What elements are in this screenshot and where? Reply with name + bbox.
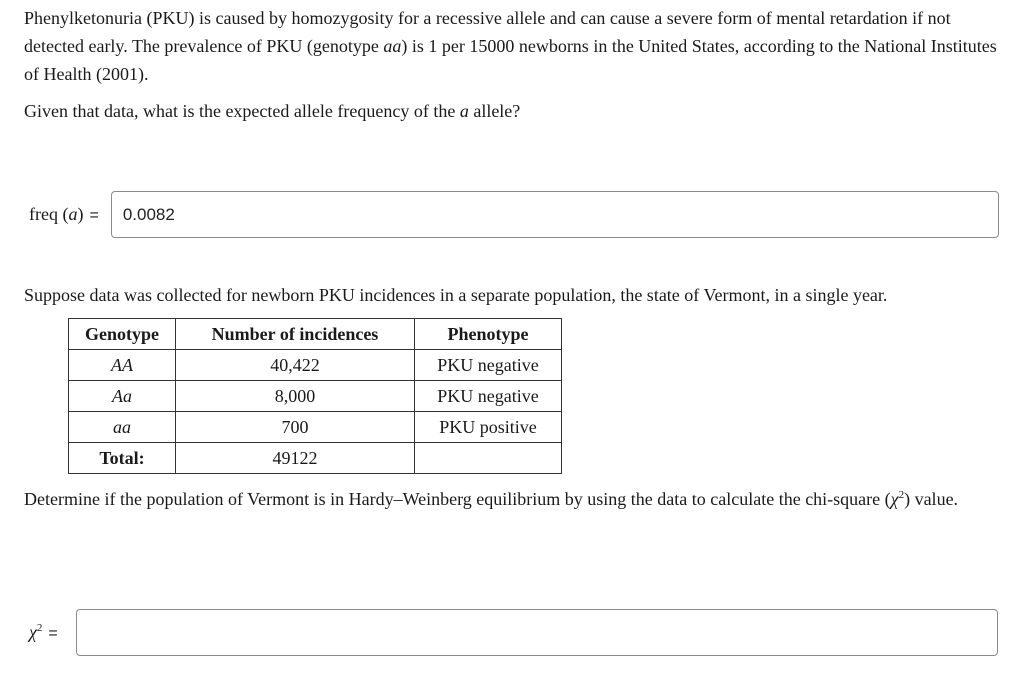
phenotype-cell: PKU negative [415,350,562,381]
freq-answer-row [29,191,999,238]
incidence-cell: 8,000 [176,381,415,412]
phenotype-cell: PKU positive [415,412,562,443]
chi-equals: = [48,625,58,642]
freq-equals: = [89,207,99,224]
question-text-1: Given that data, what is the expected allele frequency of the [24,101,460,121]
genotype-cell: aa [69,412,176,443]
chi-exponent: 2 [36,622,43,634]
total-phenotype [415,443,562,474]
table-row [69,381,562,412]
chi-input[interactable] [76,609,998,656]
genotype-cell: AA [69,350,176,381]
table-header-row [69,319,562,350]
chi-label [29,622,58,643]
chi-symbol: χ [29,622,37,642]
freq-label [29,204,99,225]
table-row [69,350,562,381]
question-paragraph [24,97,1009,125]
determine-text-1: Determine if the population of Vermont is in Hardy–Weinberg equilibrium by using the data to calculate the chi-square ( [24,489,891,509]
incidence-cell: 40,422 [176,350,415,381]
determine-paragraph [24,485,1009,513]
freq-label-prefix: freq ( [29,204,69,224]
freq-input[interactable] [111,191,999,238]
total-label: Total: [69,443,176,474]
incidence-cell: 700 [176,412,415,443]
question-allele: a [459,101,469,121]
phenotype-cell: PKU negative [415,381,562,412]
header-incidences: Number of incidences [176,319,415,350]
suppose-paragraph: Suppose data was collected for newborn PKU incidences in a separate population, the state of Vermont, in a single year. [24,285,888,305]
intro-text-2: ) is 1 per 15000 newborns in the United States, according to the National Institutes of Health (2001). [24,36,997,84]
determine-chi-exponent: 2 [898,489,905,501]
chi-answer-row [29,609,998,656]
genotype-cell: Aa [69,381,176,412]
determine-text-2: ) value. [904,489,959,509]
genotype-table [68,318,562,474]
freq-label-var: a [68,204,78,224]
header-phenotype: Phenotype [415,319,562,350]
table-total-row [69,443,562,474]
question-text-2: allele? [468,101,521,121]
determine-chi-symbol: χ [890,489,899,509]
intro-text-1: Phenylketonuria (PKU) is caused by homozygosity for a recessive allele and can cause a severe form of mental retardation if not detected early. The prevalence of PKU (genotype [24,8,951,56]
freq-label-suffix: ) [77,204,84,224]
header-genotype: Genotype [69,319,176,350]
intro-paragraph [24,4,1009,88]
total-value: 49122 [176,443,415,474]
table-row [69,412,562,443]
intro-genotype: aa [383,36,402,56]
